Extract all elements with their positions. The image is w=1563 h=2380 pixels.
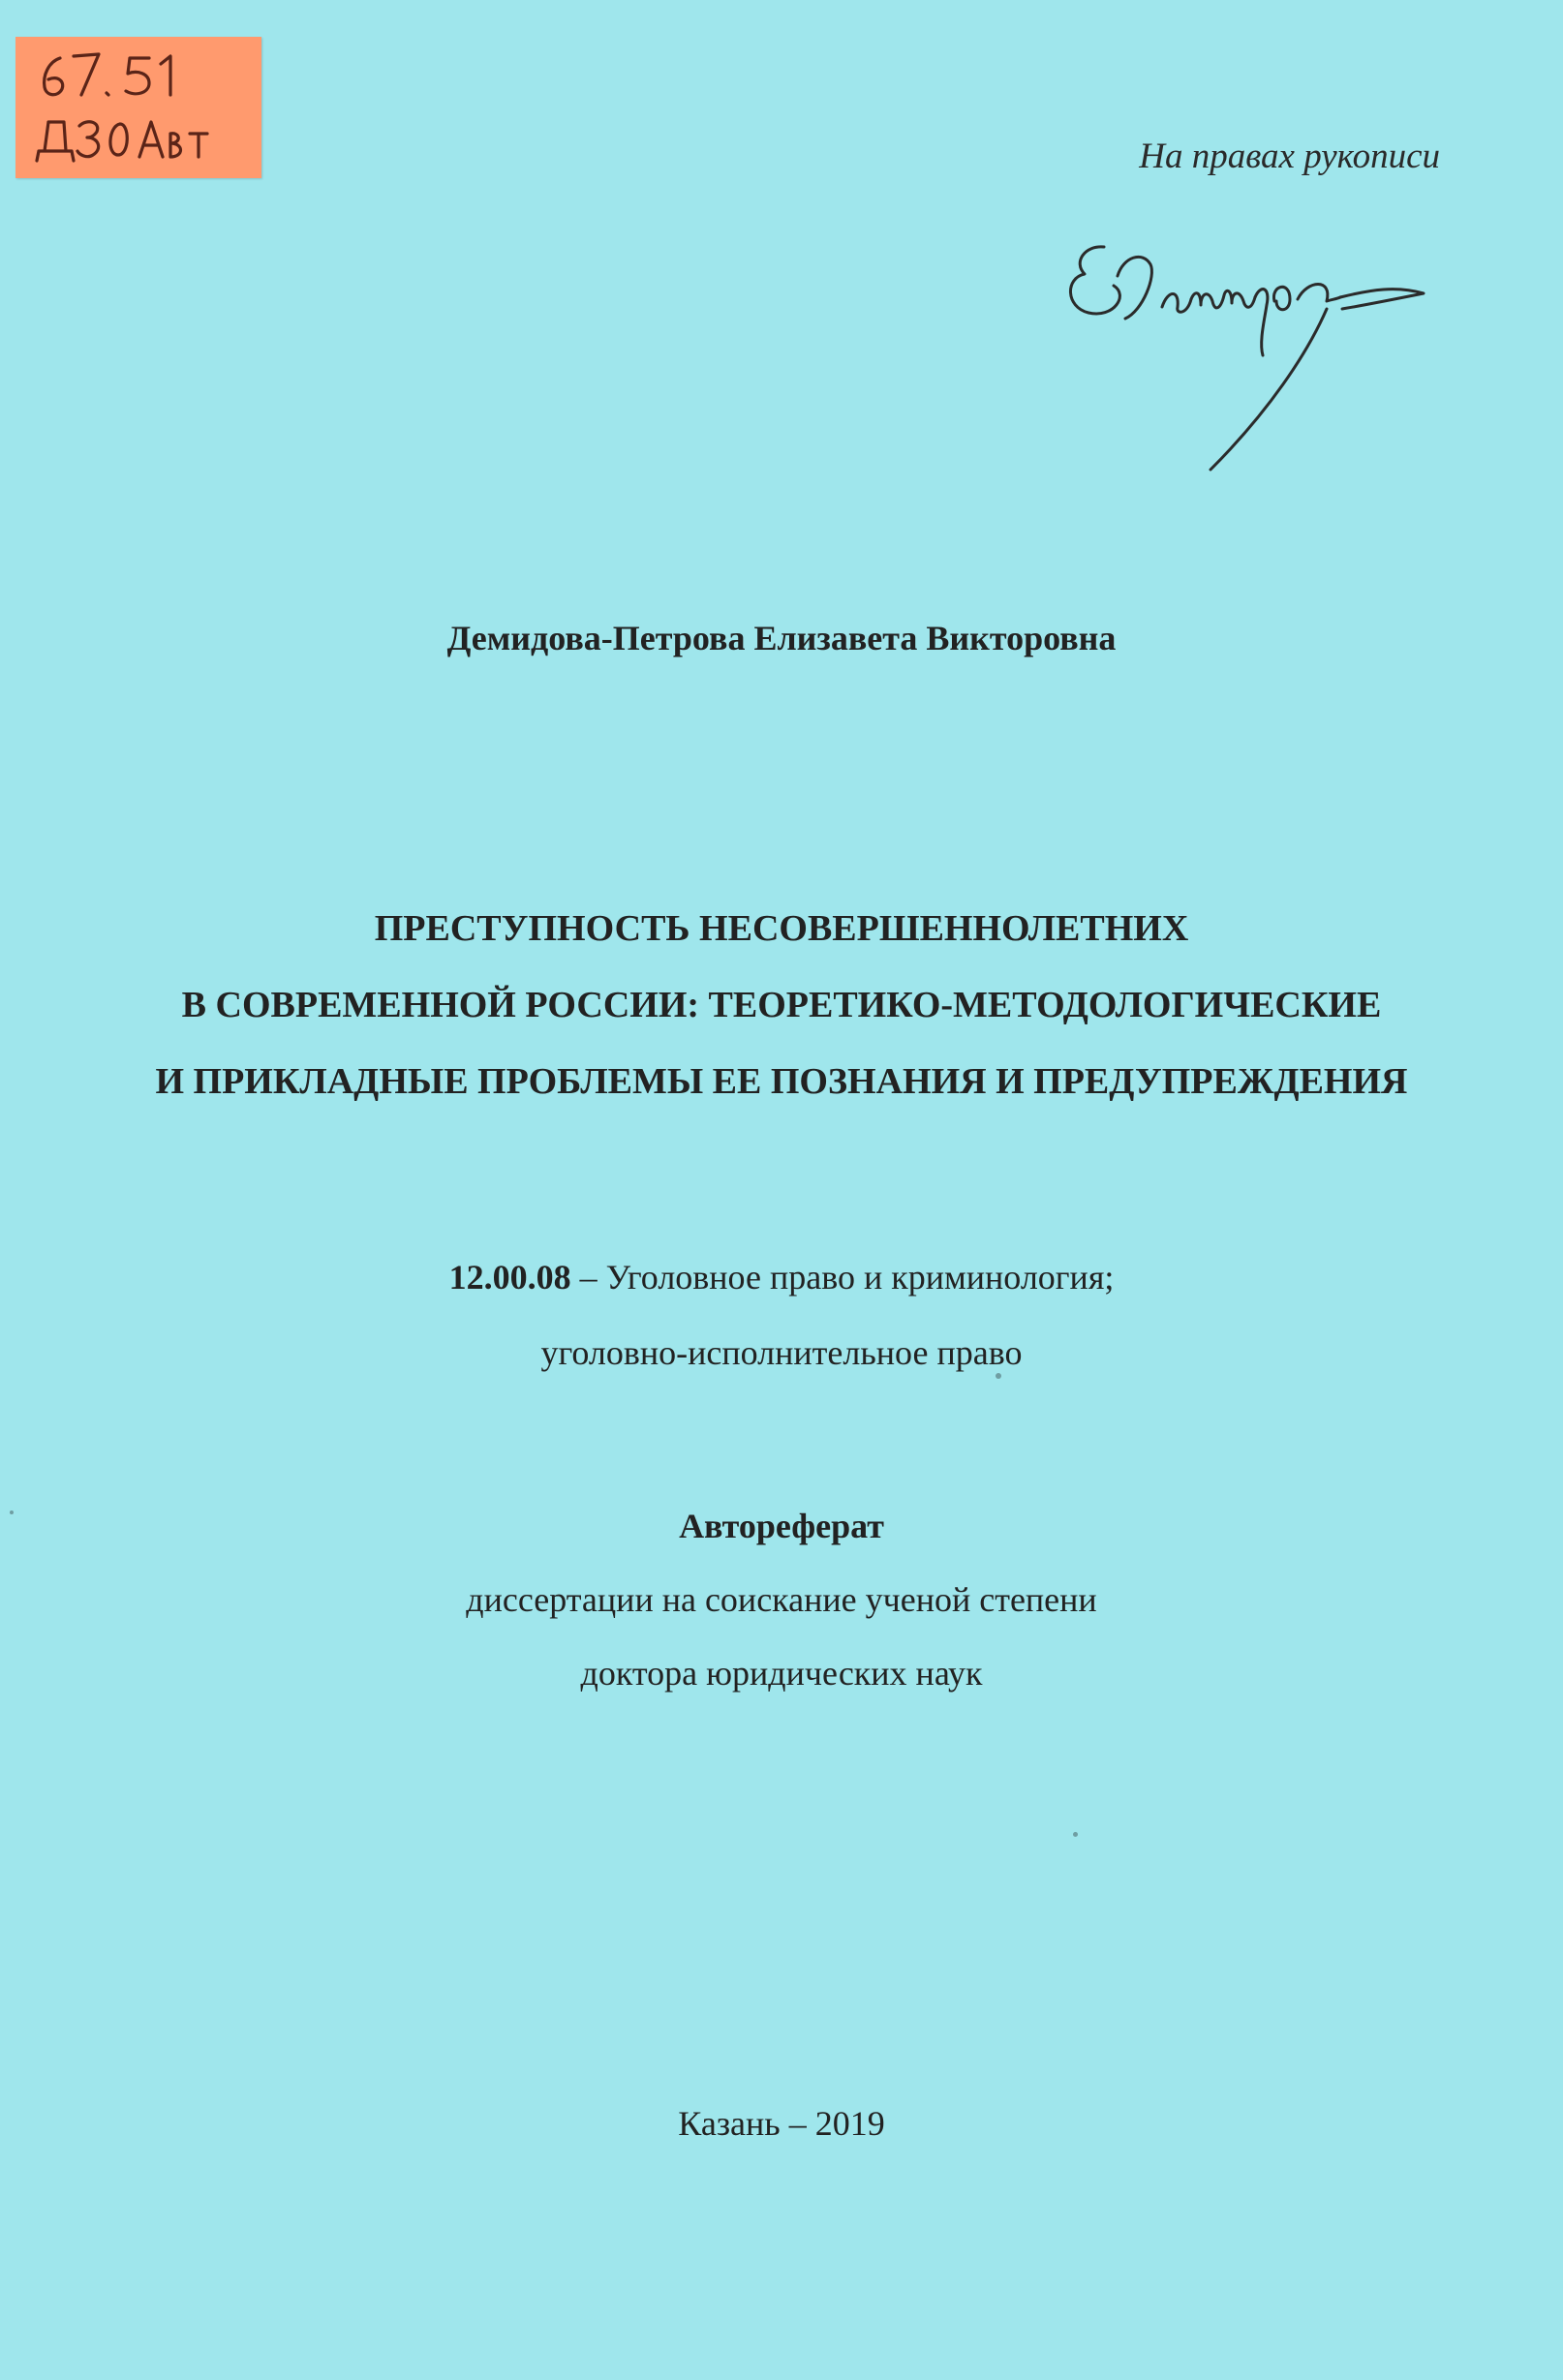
- specialty-name: – Уголовное право и криминология;: [570, 1258, 1115, 1297]
- abstract-heading: Автореферат: [679, 1507, 884, 1545]
- manuscript-note: На правах рукописи: [1139, 137, 1440, 176]
- handwritten-shelf-mark: [15, 37, 261, 178]
- degree-line-2: доктора юридических наук: [580, 1654, 983, 1693]
- paper-speck: [10, 1510, 14, 1514]
- specialty-code: 12.00.08: [448, 1258, 571, 1297]
- title-line: ПРЕСТУПНОСТЬ НЕСОВЕРШЕННОЛЕТНИХ: [374, 908, 1189, 949]
- library-sticker: [15, 37, 261, 178]
- author-name: Демидова-Петрова Елизавета Викторовна: [446, 619, 1117, 657]
- author-signature: [1046, 218, 1491, 489]
- specialty-line-1: [0, 1239, 1563, 1315]
- abstract-block: [0, 1489, 1563, 1710]
- paper-speck: [996, 1373, 1001, 1379]
- city-year: Казань – 2019: [678, 2104, 885, 2143]
- specialty-block: [0, 1239, 1563, 1390]
- paper-speck: [1073, 1832, 1078, 1837]
- title-line: И ПРИКЛАДНЫЕ ПРОБЛЕМЫ ЕЕ ПОЗНАНИЯ И ПРЕДУПРЕЖДЕНИЯ: [155, 1061, 1408, 1102]
- degree-line-1: диссертации на соискание ученой степени: [466, 1580, 1097, 1619]
- specialty-line-2: уголовно-исполнительное право: [540, 1333, 1023, 1372]
- title-line: В СОВРЕМЕННОЙ РОССИИ: ТЕОРЕТИКО-МЕТОДОЛОГИЧЕСКИЕ: [181, 985, 1382, 1025]
- dissertation-title: [0, 891, 1563, 1120]
